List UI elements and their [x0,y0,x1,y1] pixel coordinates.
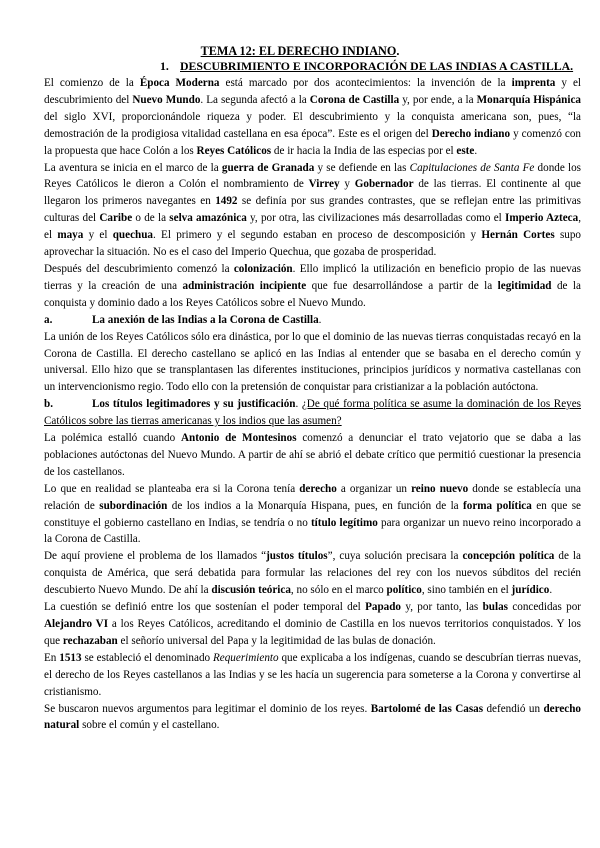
text: Después del descubrimiento comenzó la [44,262,234,275]
bold-text: Reyes Católicos [196,144,272,157]
subsection-a-heading [44,312,581,329]
bold-text: guerra de Granada [221,161,315,174]
bold-text: quechua [112,229,153,242]
text: concedidas por [507,601,581,614]
text: . [318,313,322,326]
text: donde los Reyes Católicos le dieron a Colón el nombramiento de [44,161,581,191]
subsection-question: ¿De qué forma política se asume la dominación de los Reyes Católicos sobre las tierras americanas y los indios que las asumen? [44,398,581,428]
text: a organizar un [336,482,412,495]
text: La polémica estalló cuando [44,432,181,445]
bold-text: Antonio de Montesinos [180,432,297,445]
text: y, por otra, las civilizaciones más desarrolladas como el [246,212,506,225]
section-heading [160,59,600,73]
bold-text: este [456,144,475,157]
bold-text: bulas [482,601,508,614]
text: Se buscaron nuevos argumentos para legitimar el dominio de los reyes. [44,702,371,715]
text: el señorío universal del Papa y la legitimidad de las bulas de donación. [117,634,436,647]
subsection-title: Los títulos legitimadores y su justificación [92,398,296,411]
document-body [44,75,581,734]
bold-text: Monarquía Hispánica [476,93,581,106]
text: y [339,178,355,191]
bold-text: subordinación [99,499,168,512]
section-number: 1. [160,59,169,73]
text: y comenzó con la propuesta que hace Colón a los [44,127,581,157]
text: , no sólo en el marco [290,584,387,597]
text: y se defiende en las [314,161,410,174]
text: de la conquista de América, que será debatida para formular las relaciones del rey con los nuevos súbditos del recién descubierto Nuevo Mundo. De ahí la [44,550,581,597]
text: para organizar un nuevo reino incorporado a la Corona de Castilla. [44,516,582,546]
bold-text: maya [57,229,84,242]
bold-text: rechazaban [62,634,118,647]
bold-text: 1492 [215,195,238,208]
bold-text: Caribe [99,212,133,225]
bold-text: Gobernador [354,178,414,191]
bold-text: Virrey [308,178,340,191]
text: y el [83,229,113,242]
text: y, por tanto, las [401,601,483,614]
text: que explicaba a los indígenas, cuando se descubrían tierras nuevas, el derecho de los Reyes castellanos a las Indias y se les hacía un sugerencia para someterse a la Corona y convertirse al cristianismo. [44,651,581,698]
paragraph-3 [44,261,581,312]
paragraph-5 [44,430,581,481]
bold-text: Nuevo Mundo [132,93,201,106]
subsection-letter: a. [44,313,53,326]
paragraph-8 [44,599,581,650]
text: ”, cuya solución precisara la [327,550,463,563]
bold-text: Hernán Cortes [481,229,555,242]
bold-text: justos títulos [266,550,328,563]
paragraph-10 [44,701,581,735]
paragraph-2 [44,160,581,261]
italic-text: Requerimiento [212,651,279,664]
section-title: DESCUBRIMIENTO E INCORPORACIÓN DE LAS INDIAS A CASTILLA. [180,59,574,73]
title-suffix: . [396,44,400,58]
bold-text: imprenta [511,77,556,89]
text: . [474,144,478,157]
text: supo aprovechar la situación. No es el caso del Imperio Quechua, que gozaba de prosperidad. [44,229,581,259]
bold-text: político [386,584,422,597]
paragraph-4 [44,329,581,397]
text: se definía por sus grandes contrastes, que se reflejan entre las primitivas culturas del [44,195,581,225]
text: en que se constituye el gobierno castellano en Indias, se tendría o no [44,499,581,529]
text: defendió un [483,702,544,715]
bold-text: selva amazónica [169,212,247,225]
text: La unión de los Reyes Católicos sólo era dinástica, por lo que el dominio de las nuevas tierras conquistadas recayó en la Corona de Castilla. El derecho castellano se aplicó en las Indias al entender que se basaba en el derecho común y universal. Ello hizo que se transplantasen las diferentes instituciones, principios jurídicos y normativa castellanas con un intervencionismo regio. Todo ello con la pretensión de conquistar para cristianizar a la población autóctona. [44,330,581,394]
text: . Ello implicó la utilización en beneficio propio de las nuevas tierras y la creación de una [44,262,581,292]
bold-text: derecho natural [44,702,581,732]
text: La aventura se inicia en el marco de la [44,161,222,174]
document-title [0,44,600,58]
bold-text: Imperio Azteca [505,212,579,225]
subsection-letter: b. [44,398,53,411]
text: y el descubrimiento del [44,77,582,106]
text: donde se establecía una relación de [44,482,582,512]
bold-text: jurídico [511,584,550,597]
text: de los indios a la Monarquía Hispana, pues, en función de la [167,499,464,512]
text: se estableció el denominado [81,651,213,664]
text: Lo que en realidad se planteaba era si la Corona tenía [44,482,300,495]
bold-text: concepción política [462,550,555,563]
text: El comienzo de la [44,77,140,89]
text: , sino también en el [421,584,512,597]
bold-text: discusión teórica [211,584,291,597]
text: que fue desarrollándose a partir de la [306,279,498,292]
text: y, por ende, a la [399,93,477,106]
bold-text: Época Moderna [139,77,220,89]
text: La cuestión se definió entre los que sostenían el poder temporal del [44,601,366,614]
text: del siglo XVI, proporcionándole riqueza y poder. El descubrimiento y la conquista americana son, pues, “la demostración de la prodigiosa vitalidad castellana en esa época”. Este es el origen del [44,110,581,140]
bold-text: Bartolomé de las Casas [370,702,484,715]
bold-text: administración incipiente [182,279,307,292]
paragraph-1 [44,75,581,160]
text: o de la [132,212,170,225]
bold-text: forma política [463,499,532,512]
text: De aquí proviene el problema de los llamados “ [44,550,267,563]
text: En [44,651,60,664]
subsection-b-heading [44,396,581,430]
subsection-title: La anexión de las Indias a la Corona de Castilla [92,313,319,326]
text: de ir hacia la India de las especias por el [271,144,457,157]
bold-text: derecho [299,482,337,495]
text: . [295,398,302,411]
paragraph-9 [44,650,581,701]
bold-text: 1513 [59,651,82,664]
bold-text: Corona de Castilla [309,93,400,106]
paragraph-6 [44,481,581,549]
text: de la conquista y dominio dado a los Reyes Católicos sobre el Nuevo Mundo. [44,279,581,309]
text: . [549,584,553,597]
text: a los Reyes Católicos, acreditando el dominio de Castilla en los nuevos territorios conquistados. Y los que [44,618,581,647]
text: está marcado por dos acontecimientos: la invención de la [219,77,512,89]
text: sobre el común y el castellano. [79,719,220,732]
bold-text: colonización [233,262,293,275]
bold-text: reino nuevo [411,482,469,495]
title-text: TEMA 12: EL DERECHO INDIANO [200,44,397,58]
text: . La segunda afectó a la [200,93,310,106]
bold-text: Alejandro VI [44,618,109,630]
text: de las tierras. El continente al que llegaron los primeros navegantes en [44,178,581,208]
italic-text: Capitulaciones de Santa Fe [409,161,535,174]
bold-text: título legítimo [310,516,378,529]
text: comenzó a denunciar el trato vejatorio que se daba a las poblaciones autóctonas del Nuevo Mundo. A partir de ahí se abrió el debate crítico que permitió cuestionar la presencia de los castellanos. [44,432,581,478]
bold-text: Derecho indiano [431,127,511,140]
text: . El primero y el segundo estaban en proceso de descomposición y [152,229,482,242]
paragraph-7 [44,548,581,599]
bold-text: legitimidad [497,279,552,292]
bold-text: Papado [365,601,402,614]
text: , el [44,212,581,242]
